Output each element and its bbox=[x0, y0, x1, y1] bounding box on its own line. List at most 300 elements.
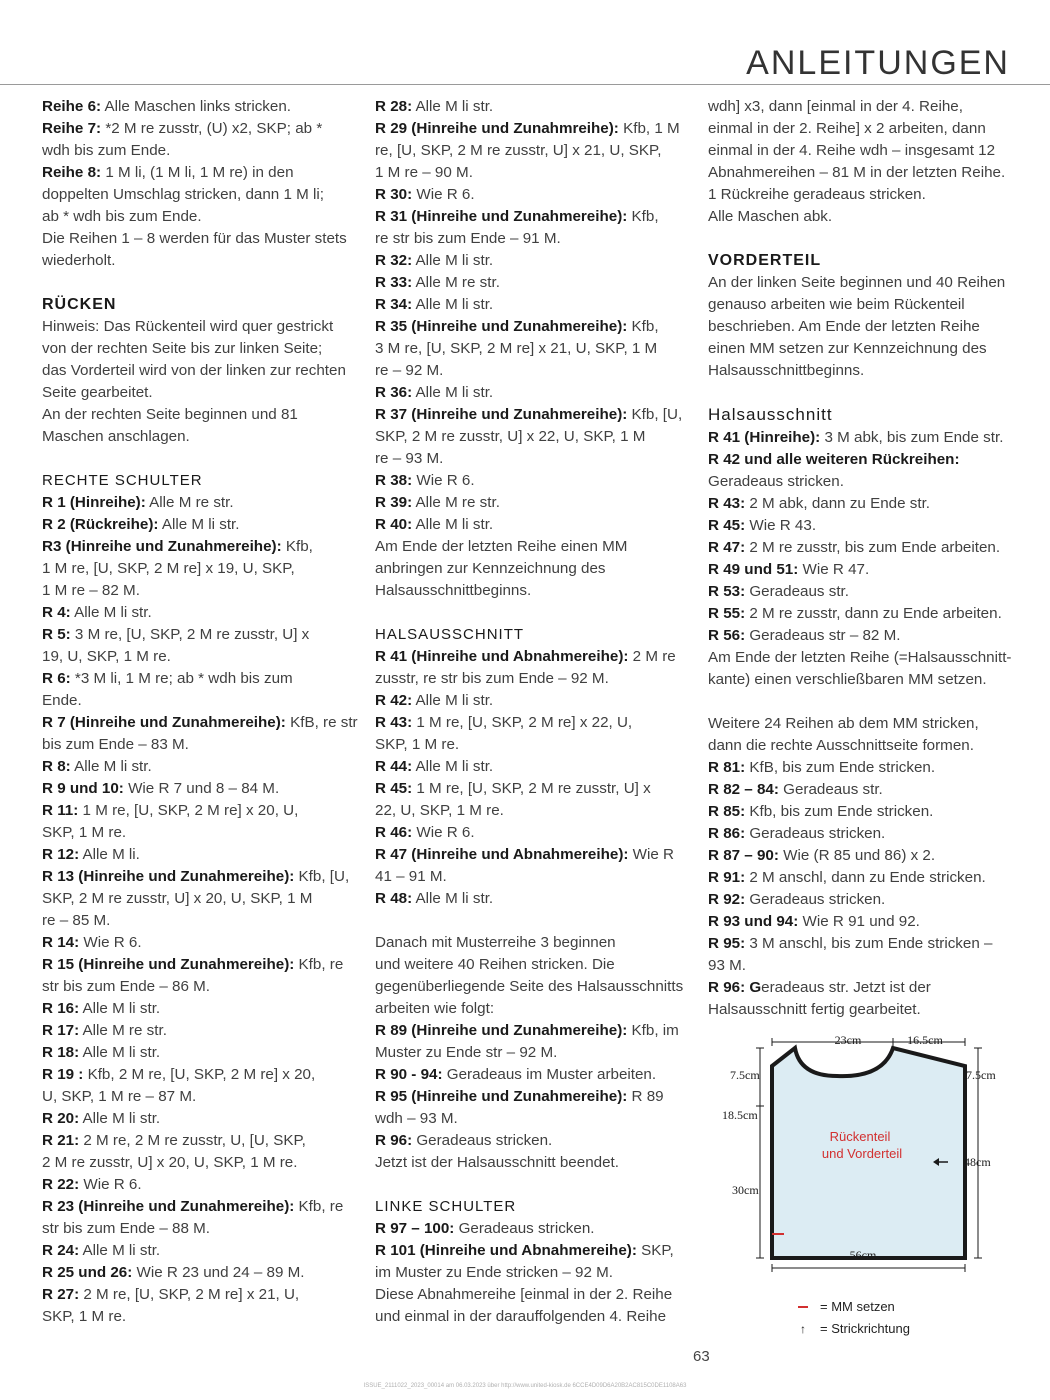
text-line bbox=[375, 888, 680, 910]
row-text: wdh – 93 M. bbox=[375, 1110, 458, 1127]
text-line bbox=[375, 118, 680, 140]
row-text: 2 M re zusstr, bis zum Ende arbeiten. bbox=[745, 539, 1001, 556]
row-label: R3 (Hinreihe und Zunahmereihe): bbox=[42, 538, 282, 555]
text-line bbox=[708, 471, 1013, 493]
text-line bbox=[708, 559, 1013, 581]
row-text: Alle Maschen abk. bbox=[708, 208, 833, 225]
text-line bbox=[708, 713, 1013, 735]
row-text: 3 M anschl, bis zum Ende stricken – bbox=[745, 935, 993, 952]
text-line bbox=[375, 1130, 680, 1152]
text-line bbox=[375, 558, 680, 580]
row-text: Am Ende der letzten Reihe einen MM bbox=[375, 538, 628, 555]
row-text: Kfb, bbox=[281, 538, 313, 555]
row-text: Wie R 6. bbox=[79, 934, 142, 951]
text-line bbox=[42, 844, 347, 866]
row-label: R 14: bbox=[42, 934, 80, 951]
text-line bbox=[42, 1218, 347, 1240]
text-line bbox=[375, 756, 680, 778]
row-text: Alle M li str. bbox=[79, 1110, 161, 1127]
row-text: genauso arbeiten wie beim Rückenteil bbox=[708, 296, 965, 313]
text-line bbox=[708, 338, 1013, 360]
text-column-1 bbox=[42, 96, 358, 1328]
text-line bbox=[375, 250, 680, 272]
row-text: Weitere 24 Reihen ab dem MM stricken, bbox=[708, 715, 979, 732]
row-text: Am Ende der letzten Reihe (=Halsausschnitt- bbox=[708, 649, 1012, 666]
text-line bbox=[42, 1262, 347, 1284]
text-line bbox=[708, 999, 1013, 1021]
row-text: Alle M li str. bbox=[412, 252, 494, 269]
row-label: R 29 (Hinreihe und Zunahmreihe): bbox=[375, 120, 619, 137]
row-label: R 97 – 100: bbox=[375, 1220, 455, 1237]
text-line bbox=[708, 801, 1013, 823]
row-text: Alle M li str. bbox=[412, 296, 494, 313]
row-text: Kfb, re bbox=[294, 1198, 344, 1215]
row-label: R 92: bbox=[708, 891, 746, 908]
text-line bbox=[375, 272, 680, 294]
text-line bbox=[42, 976, 347, 998]
text-line bbox=[708, 294, 1013, 316]
text-line bbox=[375, 316, 680, 338]
text-line bbox=[375, 1218, 680, 1240]
row-text: SKP, 1 M re. bbox=[42, 1308, 127, 1325]
label-piece-line2: und Vorderteil bbox=[821, 1146, 903, 1161]
row-text: Alle M li str. bbox=[412, 758, 494, 775]
row-text: An der rechten Seite beginnen und 81 bbox=[42, 406, 298, 423]
row-text: re – 93 M. bbox=[375, 450, 444, 467]
row-text: Geradeaus stricken. bbox=[708, 473, 844, 490]
text-line bbox=[708, 537, 1013, 559]
text-line bbox=[708, 845, 1013, 867]
text-line bbox=[42, 712, 358, 734]
text-line bbox=[42, 910, 347, 932]
text-line bbox=[708, 493, 1013, 515]
row-text: Geradeaus stricken. bbox=[745, 825, 886, 842]
text-line bbox=[42, 1306, 347, 1328]
row-text: R 89 bbox=[627, 1088, 664, 1105]
spacer bbox=[708, 691, 1013, 713]
text-line bbox=[42, 536, 347, 558]
row-text: wiederholt. bbox=[42, 252, 116, 269]
text-line bbox=[375, 624, 680, 646]
text-line bbox=[42, 250, 347, 272]
row-label: R 81: bbox=[708, 759, 746, 776]
row-text: Halsausschnittbeginns. bbox=[708, 362, 865, 379]
text-line bbox=[708, 515, 1013, 537]
text-line bbox=[708, 625, 1013, 647]
text-line bbox=[708, 779, 1013, 801]
text-line bbox=[42, 866, 350, 888]
text-line bbox=[375, 998, 680, 1020]
row-text: Muster zu Ende str – 92 M. bbox=[375, 1044, 558, 1061]
legend-row-direction bbox=[798, 1318, 910, 1340]
row-label: R 91: bbox=[708, 869, 746, 886]
row-label: R 53: bbox=[708, 583, 746, 600]
label-left-lower: 30cm bbox=[732, 1183, 759, 1197]
row-text: Seite gearbeitet. bbox=[42, 384, 153, 401]
section-heading: RÜCKEN bbox=[42, 296, 117, 313]
row-label: R 30: bbox=[375, 186, 413, 203]
row-text: Alle M re str. bbox=[412, 274, 500, 291]
row-label: R 43: bbox=[708, 495, 746, 512]
row-text: 2 M anschl, dann zu Ende stricken. bbox=[745, 869, 986, 886]
text-line bbox=[708, 735, 1013, 757]
text-line bbox=[375, 668, 680, 690]
spacer bbox=[375, 910, 680, 932]
row-text: Wie R 43. bbox=[745, 517, 817, 534]
row-text: str bis zum Ende – 86 M. bbox=[42, 978, 210, 995]
text-line bbox=[42, 1020, 347, 1042]
text-line bbox=[708, 250, 1013, 272]
row-text: 93 M. bbox=[708, 957, 746, 974]
row-text: 1 M re, [U, SKP, 2 M re] x 20, U, bbox=[78, 802, 299, 819]
row-label: R 28: bbox=[375, 98, 413, 115]
row-label: R 86: bbox=[708, 825, 746, 842]
legend bbox=[798, 1296, 910, 1340]
row-text: Diese Abnahmereihe [einmal in der 2. Reihe bbox=[375, 1286, 673, 1303]
text-line bbox=[42, 162, 347, 184]
row-label: R 24: bbox=[42, 1242, 80, 1259]
text-line bbox=[42, 426, 347, 448]
row-label: R 12: bbox=[42, 846, 80, 863]
row-text: Kfb, [U, bbox=[627, 406, 683, 423]
text-line bbox=[708, 316, 1013, 338]
text-line bbox=[375, 866, 680, 888]
text-line bbox=[708, 162, 1013, 184]
row-label: R 27: bbox=[42, 1286, 80, 1303]
row-text: 1 M re, [U, SKP, 2 M re] x 22, U, bbox=[412, 714, 633, 731]
text-line bbox=[42, 1152, 347, 1174]
row-label: R 40: bbox=[375, 516, 413, 533]
spacer bbox=[375, 602, 680, 624]
row-text: Alle M li str. bbox=[412, 384, 494, 401]
row-label: R 39: bbox=[375, 494, 413, 511]
row-text: Abnahmereihen – 81 M in der letzten Reihe. bbox=[708, 164, 1006, 181]
text-line bbox=[42, 360, 347, 382]
text-line bbox=[708, 757, 1013, 779]
spacer bbox=[42, 448, 347, 470]
text-line bbox=[375, 1284, 680, 1306]
row-label: R 49 und 51: bbox=[708, 561, 799, 578]
row-label: R 22: bbox=[42, 1176, 80, 1193]
row-text: 1 Rückreihe geradeaus stricken. bbox=[708, 186, 926, 203]
row-text: kante) einen verschließbaren MM setzen. bbox=[708, 671, 987, 688]
section-heading: RECHTE SCHULTER bbox=[42, 472, 203, 489]
text-line bbox=[42, 382, 347, 404]
spacer bbox=[42, 272, 347, 294]
row-text: Geradeaus str. bbox=[745, 583, 849, 600]
text-line bbox=[375, 1064, 680, 1086]
text-line bbox=[42, 338, 347, 360]
row-text: 41 – 91 M. bbox=[375, 868, 447, 885]
row-text: Kfb, im bbox=[627, 1022, 679, 1039]
row-label: R 21: bbox=[42, 1132, 80, 1149]
legend-direction-label: = Strickrichtung bbox=[820, 1321, 910, 1336]
text-line bbox=[375, 492, 680, 514]
text-line bbox=[42, 932, 347, 954]
row-label: R 87 – 90: bbox=[708, 847, 779, 864]
text-line bbox=[42, 1086, 347, 1108]
row-label: R 13 (Hinreihe und Zunahmereihe): bbox=[42, 868, 295, 885]
label-left-upper: 18.5cm bbox=[722, 1108, 758, 1122]
header-rule bbox=[0, 84, 1050, 85]
row-text: das Vorderteil wird von der linken zur rechten bbox=[42, 362, 346, 379]
row-text: SKP, 2 M re zusstr, U] x 20, U, SKP, 1 M bbox=[42, 890, 313, 907]
row-text: beschrieben. Am Ende der letzten Reihe bbox=[708, 318, 980, 335]
text-line bbox=[375, 1152, 680, 1174]
text-line bbox=[708, 889, 1013, 911]
row-label: R 9 und 10: bbox=[42, 780, 124, 797]
text-line bbox=[42, 514, 347, 536]
text-line bbox=[375, 1262, 680, 1284]
row-label: R 20: bbox=[42, 1110, 80, 1127]
row-label: R 38: bbox=[375, 472, 413, 489]
text-line bbox=[42, 580, 347, 602]
legend-row-marker bbox=[798, 1296, 910, 1318]
text-line bbox=[42, 470, 347, 492]
text-line bbox=[42, 558, 347, 580]
text-line bbox=[708, 96, 1013, 118]
row-text: Ende. bbox=[42, 692, 82, 709]
row-text: 1 M re, [U, SKP, 2 M re zusstr, U] x bbox=[412, 780, 651, 797]
text-line bbox=[42, 96, 347, 118]
row-text: Jetzt ist der Halsausschnitt beendet. bbox=[375, 1154, 619, 1171]
row-text: 2 M re, [U, SKP, 2 M re] x 21, U, bbox=[79, 1286, 300, 1303]
text-line bbox=[42, 118, 347, 140]
text-line bbox=[708, 647, 1013, 669]
text-line bbox=[375, 426, 680, 448]
row-text: wdh bis zum Ende. bbox=[42, 142, 171, 159]
text-line bbox=[375, 712, 680, 734]
text-line bbox=[708, 140, 1013, 162]
row-text: 1 M re, [U, SKP, 2 M re] x 19, U, SKP, bbox=[42, 560, 295, 577]
row-text: Kfb, bbox=[627, 208, 659, 225]
text-line bbox=[42, 998, 347, 1020]
text-line bbox=[375, 162, 680, 184]
row-text: Geradeaus stricken. bbox=[745, 891, 886, 908]
text-line bbox=[42, 1042, 347, 1064]
text-column-3 bbox=[708, 96, 1013, 1021]
label-right-shoulder: 7.5cm bbox=[966, 1068, 996, 1082]
row-label: R 89 (Hinreihe und Zunahmereihe): bbox=[375, 1022, 628, 1039]
row-text: Alle M li str. bbox=[412, 692, 494, 709]
text-line bbox=[375, 404, 683, 426]
text-line bbox=[42, 624, 347, 646]
row-text: Alle M li str. bbox=[412, 890, 494, 907]
row-text: Wie R 23 und 24 – 89 M. bbox=[132, 1264, 305, 1281]
text-line bbox=[708, 404, 1013, 427]
legend-marker-label: = MM setzen bbox=[820, 1299, 895, 1314]
row-label: R 33: bbox=[375, 274, 413, 291]
text-line bbox=[708, 118, 1013, 140]
row-text: Alle M li str. bbox=[79, 1000, 161, 1017]
text-line bbox=[42, 294, 347, 316]
label-piece-line1: Rückenteil bbox=[829, 1129, 891, 1144]
text-line bbox=[42, 1174, 347, 1196]
row-label: R 95 (Hinreihe und Zunahmereihe): bbox=[375, 1088, 628, 1105]
text-line bbox=[375, 228, 680, 250]
row-text: SKP, 2 M re zusstr, U] x 22, U, SKP, 1 M bbox=[375, 428, 646, 445]
text-line bbox=[42, 404, 347, 426]
row-label: R 47 (Hinreihe und Abnahmereihe): bbox=[375, 846, 629, 863]
row-label: R 45: bbox=[708, 517, 746, 534]
row-text: Wie R bbox=[628, 846, 675, 863]
text-line bbox=[708, 867, 1013, 889]
row-label: R 34: bbox=[375, 296, 413, 313]
row-text: wdh] x3, dann [einmal in der 4. Reihe, bbox=[708, 98, 963, 115]
row-label: R 32: bbox=[375, 252, 413, 269]
section-heading: Halsausschnitt bbox=[708, 405, 833, 424]
section-heading: HALSAUSSCHNITT bbox=[375, 626, 525, 643]
text-line bbox=[708, 603, 1013, 625]
row-text: 2 M re zusstr, U] x 20, U, SKP, 1 M re. bbox=[42, 1154, 298, 1171]
text-line bbox=[375, 646, 680, 668]
row-text: und einmal in der darauffolgenden 4. Reihe bbox=[375, 1308, 667, 1325]
text-line bbox=[375, 294, 680, 316]
row-text: Kfb, re bbox=[294, 956, 344, 973]
row-text: doppelten Umschlag stricken, dann 1 M li; bbox=[42, 186, 324, 203]
row-label: R 41 (Hinreihe): bbox=[708, 429, 821, 446]
row-label: R 96: G bbox=[708, 979, 762, 996]
row-text: 3 M re, [U, SKP, 2 M re] x 21, U, SKP, 1 M bbox=[375, 340, 658, 357]
row-text: SKP, 1 M re. bbox=[42, 824, 127, 841]
row-text: ab * wdh bis zum Ende. bbox=[42, 208, 202, 225]
row-text: Kfb, 2 M re, [U, SKP, 2 M re] x 20, bbox=[83, 1066, 316, 1083]
row-text: Alle M re str. bbox=[412, 494, 500, 511]
row-text: arbeiten wie folgt: bbox=[375, 1000, 495, 1017]
text-line bbox=[375, 954, 680, 976]
row-text: 2 M abk, dann zu Ende str. bbox=[745, 495, 931, 512]
text-line bbox=[375, 360, 680, 382]
text-line bbox=[42, 822, 347, 844]
text-line bbox=[375, 800, 680, 822]
text-line bbox=[708, 581, 1013, 603]
spacer bbox=[708, 382, 1013, 404]
row-text: 3 M abk, bis zum Ende str. bbox=[820, 429, 1004, 446]
row-text: re str bis zum Ende – 91 M. bbox=[375, 230, 561, 247]
row-text: U, SKP, 1 M re – 87 M. bbox=[42, 1088, 197, 1105]
row-label: R 48: bbox=[375, 890, 413, 907]
row-label: R 1 (Hinreihe): bbox=[42, 494, 146, 511]
row-text: Wie R 47. bbox=[798, 561, 870, 578]
row-text: und weitere 40 Reihen stricken. Die bbox=[375, 956, 615, 973]
row-text: 22, U, SKP, 1 M re. bbox=[375, 802, 504, 819]
text-line bbox=[375, 1108, 680, 1130]
text-line bbox=[42, 734, 347, 756]
text-line bbox=[42, 492, 347, 514]
row-label: R 36: bbox=[375, 384, 413, 401]
row-text: Alle M re str. bbox=[79, 1022, 167, 1039]
row-text: KfB, bis zum Ende stricken. bbox=[745, 759, 936, 776]
row-text: anbringen zur Kennzeichnung des bbox=[375, 560, 606, 577]
text-line bbox=[42, 1064, 347, 1086]
row-text: str bis zum Ende – 88 M. bbox=[42, 1220, 210, 1237]
row-label: Reihe 6: bbox=[42, 98, 102, 115]
text-line bbox=[708, 184, 1013, 206]
row-text: Alle M re str. bbox=[145, 494, 234, 511]
text-line bbox=[42, 1284, 347, 1306]
row-label: R 56: bbox=[708, 627, 746, 644]
row-label: R 6: bbox=[42, 670, 71, 687]
spacer bbox=[375, 1174, 680, 1196]
label-top-neck: 23cm bbox=[834, 1033, 862, 1047]
label-top-shoulder: 16.5cm bbox=[907, 1033, 943, 1047]
text-line bbox=[375, 844, 680, 866]
row-text: Wie R 6. bbox=[412, 186, 475, 203]
row-text: einen MM setzen zur Kennzeichnung des bbox=[708, 340, 987, 357]
row-label: R 15 (Hinreihe und Zunahmereihe): bbox=[42, 956, 295, 973]
marker-dash-icon bbox=[798, 1306, 808, 1308]
row-label: R 46: bbox=[375, 824, 413, 841]
text-line bbox=[42, 1108, 347, 1130]
text-line bbox=[375, 96, 680, 118]
row-text: Alle M li str. bbox=[412, 516, 494, 533]
row-label: R 35 (Hinreihe und Zunahmereihe): bbox=[375, 318, 628, 335]
row-label: R 93 und 94: bbox=[708, 913, 799, 930]
text-line bbox=[375, 690, 680, 712]
text-line bbox=[375, 778, 680, 800]
text-line bbox=[708, 449, 1013, 471]
row-label: R 25 und 26: bbox=[42, 1264, 133, 1281]
row-label: R 8: bbox=[42, 758, 71, 775]
row-label: R 82 – 84: bbox=[708, 781, 779, 798]
text-line bbox=[708, 977, 1013, 999]
text-column-2 bbox=[375, 96, 684, 1328]
row-label: R 43: bbox=[375, 714, 413, 731]
text-line bbox=[42, 228, 347, 250]
row-text: Alle M li str. bbox=[70, 758, 152, 775]
text-line bbox=[42, 756, 347, 778]
row-text: 1 M li, (1 M li, 1 M re) in den bbox=[101, 164, 294, 181]
row-label: Reihe 7: bbox=[42, 120, 102, 137]
text-line bbox=[375, 448, 680, 470]
row-text: Geradeaus str. bbox=[778, 781, 883, 798]
text-line bbox=[42, 668, 347, 690]
row-text: Kfb, bbox=[627, 318, 659, 335]
text-line bbox=[375, 1196, 680, 1218]
row-label: R 31 (Hinreihe und Zunahmereihe): bbox=[375, 208, 628, 225]
row-text: 3 M re, [U, SKP, 2 M re zusstr, U] x bbox=[70, 626, 310, 643]
row-text: Geradeaus str – 82 M. bbox=[745, 627, 901, 644]
row-text: einmal in der 2. Reihe] x 2 arbeiten, dann bbox=[708, 120, 986, 137]
text-line bbox=[708, 911, 1013, 933]
text-line bbox=[375, 822, 680, 844]
text-line bbox=[708, 427, 1013, 449]
label-right-length: 48cm bbox=[964, 1155, 991, 1169]
row-text: Alle M li str. bbox=[158, 516, 240, 533]
text-line bbox=[375, 1020, 680, 1042]
row-label: R 47: bbox=[708, 539, 746, 556]
row-label: Reihe 8: bbox=[42, 164, 102, 181]
text-line bbox=[42, 1240, 347, 1262]
text-line bbox=[42, 1196, 347, 1218]
row-label: R 45: bbox=[375, 780, 413, 797]
row-text: re – 92 M. bbox=[375, 362, 444, 379]
row-label: R 55: bbox=[708, 605, 746, 622]
row-text: Alle M li str. bbox=[79, 1242, 161, 1259]
row-label: R 17: bbox=[42, 1022, 80, 1039]
row-text: An der linken Seite beginnen und 40 Reihen bbox=[708, 274, 1006, 291]
row-text: KfB, re str bbox=[285, 714, 358, 731]
text-line bbox=[375, 976, 684, 998]
row-text: von der rechten Seite bis zur linken Seite; bbox=[42, 340, 323, 357]
row-text: Alle Maschen links stricken. bbox=[101, 98, 292, 115]
row-text: im Muster zu Ende stricken – 92 M. bbox=[375, 1264, 614, 1281]
row-text: SKP, bbox=[636, 1242, 674, 1259]
row-label: R 16: bbox=[42, 1000, 80, 1017]
row-label: R 90 - 94: bbox=[375, 1066, 443, 1083]
row-text: Alle M li str. bbox=[79, 1044, 161, 1061]
section-heading: LINKE SCHULTER bbox=[375, 1198, 517, 1215]
